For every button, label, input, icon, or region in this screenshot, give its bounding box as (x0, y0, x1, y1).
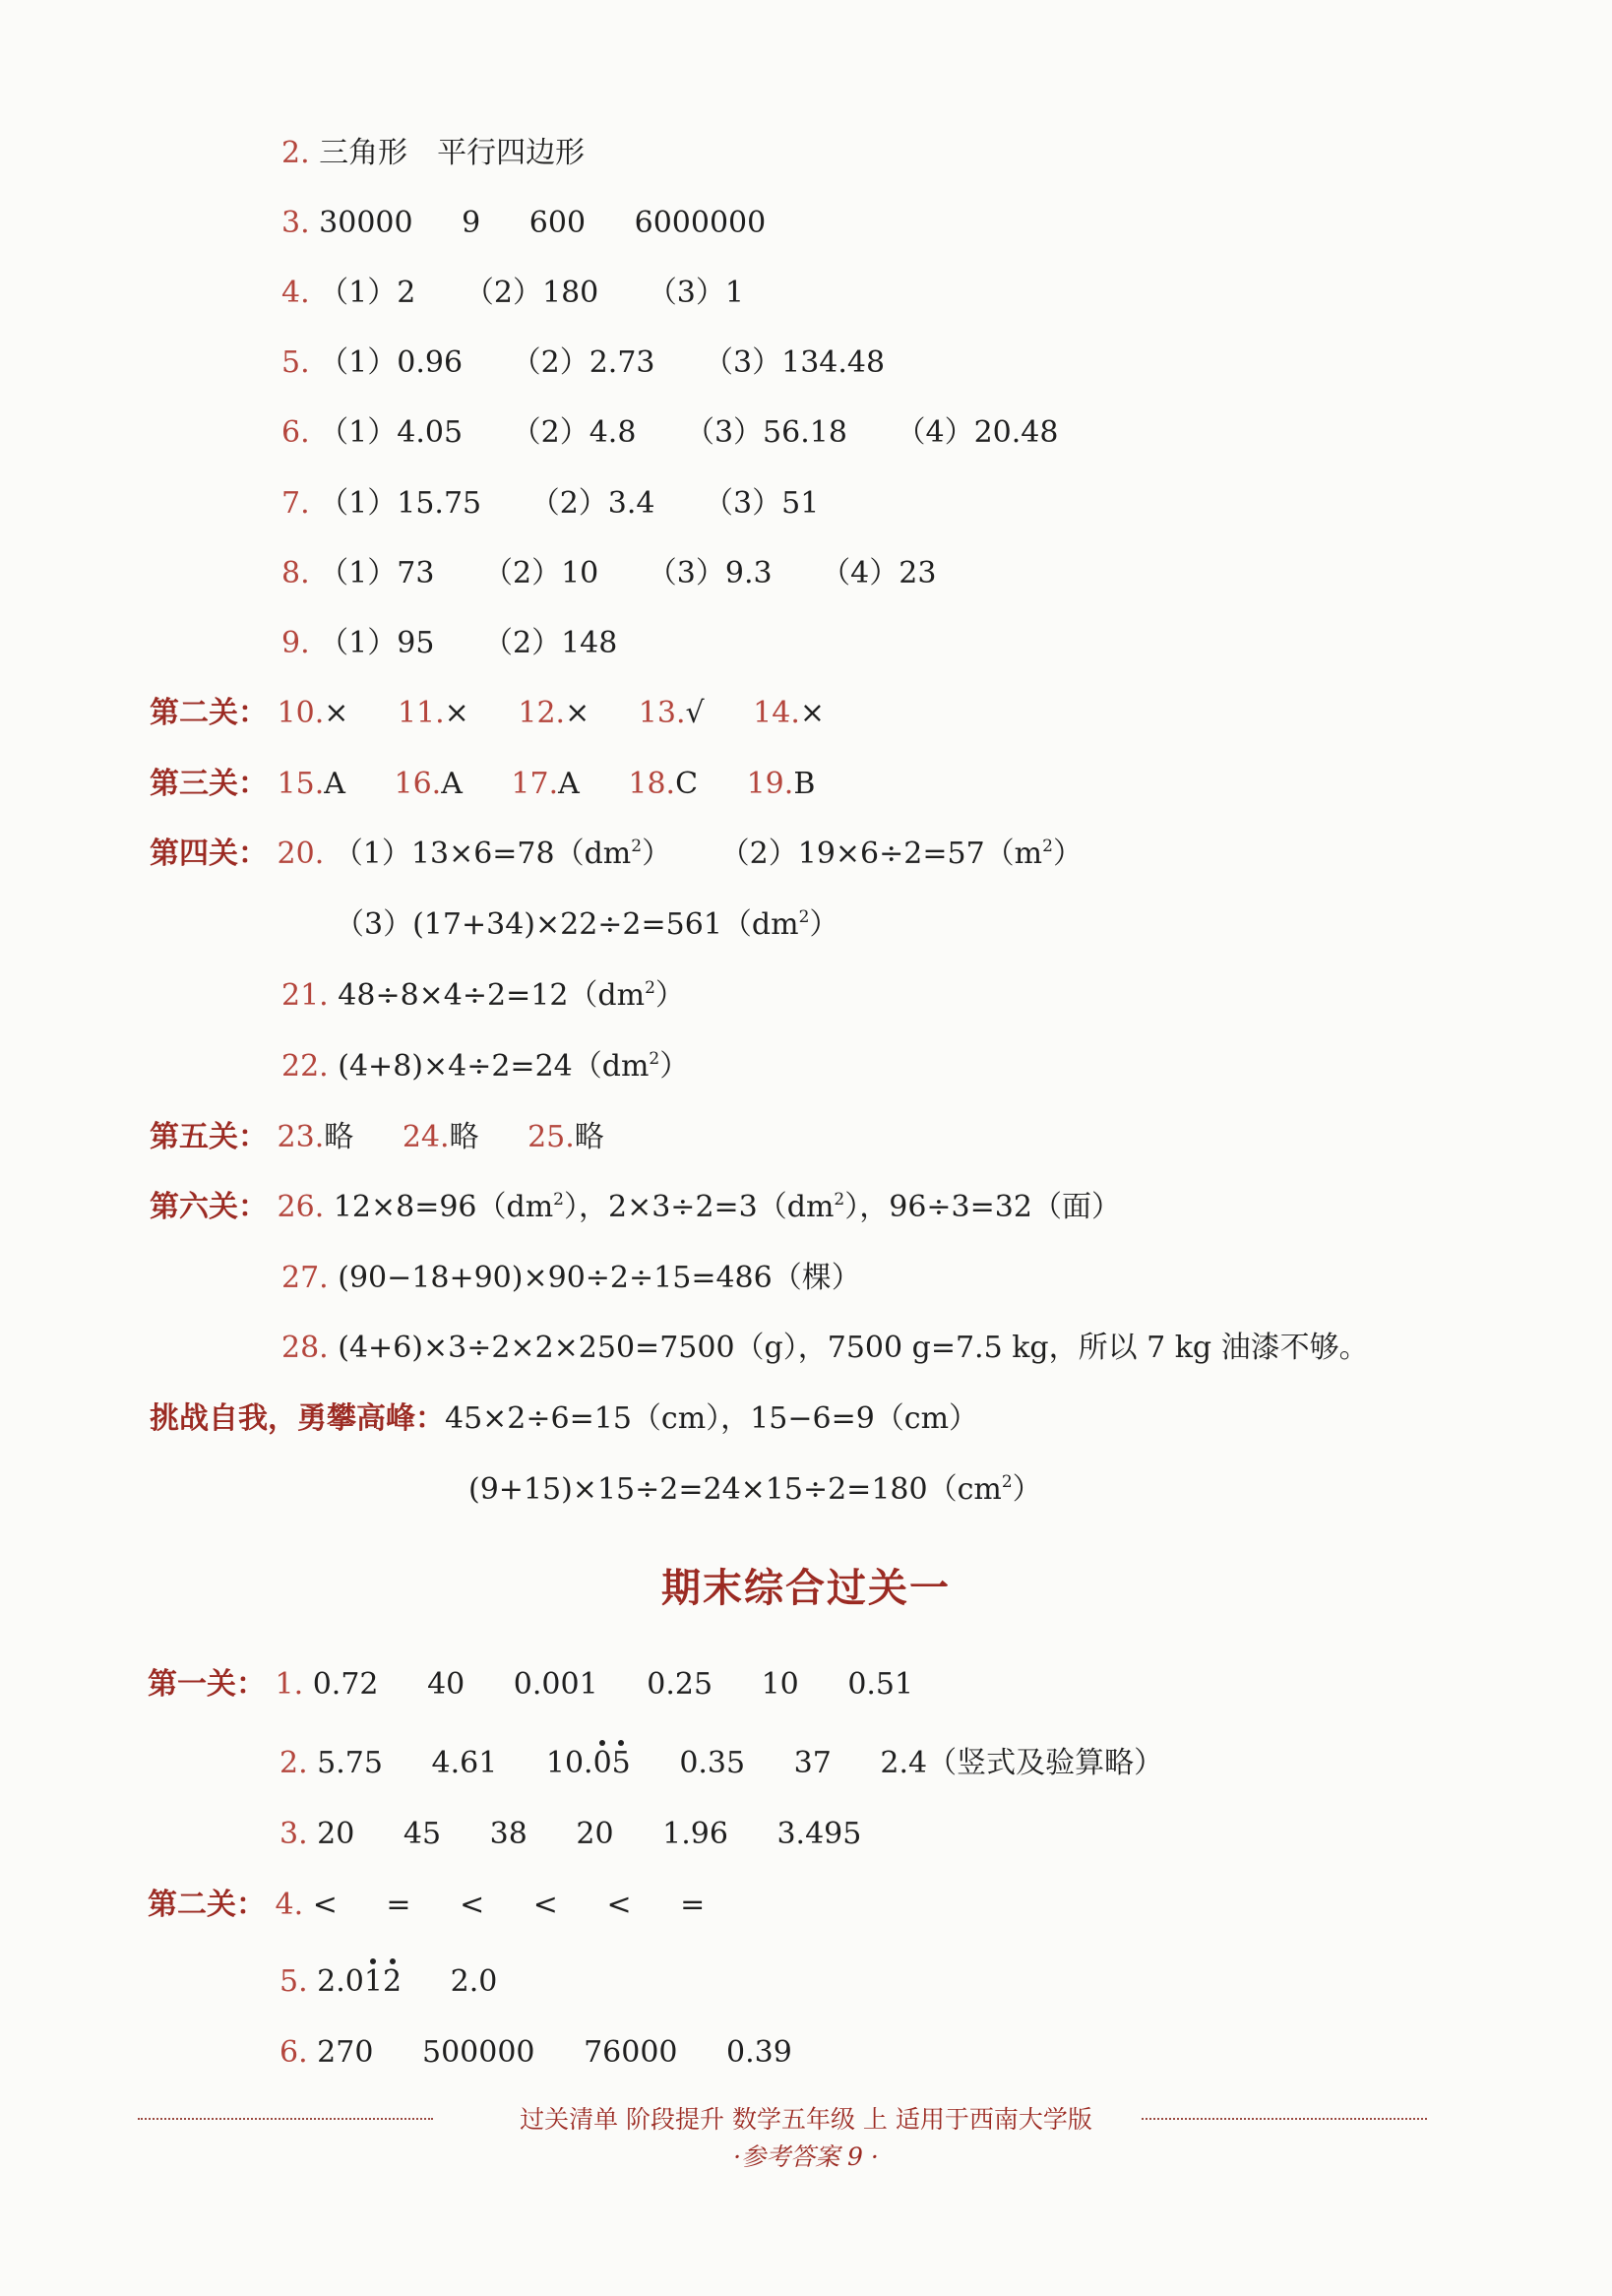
final-level-2-row-4: 第二关： 4. < = < < < = (148, 1888, 706, 1922)
repeating-dot: 5 (611, 1746, 631, 1780)
section-title: 期末综合过关一 (661, 1566, 951, 1611)
answer-line-final-5: 5. 2.012 2.0 (279, 1964, 498, 1999)
answer-line-8: 8. （1）73 （2）10 （3）9.3 （4）23 (281, 556, 937, 590)
challenge-row-2: $(9+15)\times 15\div 2=24\times 15\div 2=180(cm^2)$ (468, 1472, 1042, 1507)
answer-line-9: 9. （1）95 （2）148 (281, 626, 618, 660)
answer-line-final-2: 2. 5.75 4.61 10.05 0.35 37 2.4（竖式及验算略） (279, 1746, 1164, 1780)
answer-line-28: 28. (4+6)×3÷2×2×250=7500（g），7500 g=7.5 kg，所以 7 kg 油漆不够。 (281, 1331, 1369, 1365)
level-4-row-20: 第四关： 20. $(1)13\times 6=78(dm^2)$ $(2)19\times 6\div 2=57(m^2)$ (150, 837, 1083, 871)
level-5-row: 第五关： 23.略 24.略 25.略 (150, 1120, 604, 1154)
level-label: 第二关： (150, 696, 268, 730)
answer-line-6: 6. （1）4.05 （2）4.8 （3）56.18 （4）20.48 (281, 415, 1059, 450)
challenge-label: 挑战自我，勇攀高峰： (150, 1401, 445, 1436)
repeating-dot: 0 (592, 1746, 612, 1780)
answer-line-final-6: 6. 270 500000 76000 0.39 (279, 2035, 792, 2070)
answer-line-2: 2. 三角形 平行四边形 (281, 136, 586, 170)
challenge-row: 挑战自我，勇攀高峰：45×2÷6=15（cm），15−6=9（cm） (150, 1401, 979, 1436)
footer-book-title: 过关清单 阶段提升 数学五年级 上 适用于西南大学版 (520, 2105, 1092, 2134)
level-label: 第四关： (150, 837, 268, 871)
answer-line-20-3: $(3)(17+34)\times 22\div 2=561(dm^2)$ (335, 907, 839, 942)
repeating-dot: 2 (382, 1964, 403, 1999)
answer-line-27: 27. (90−18+90)×90÷2÷15=486（棵） (281, 1261, 861, 1295)
answer-line-final-3: 3. 20 45 38 20 1.96 3.495 (279, 1817, 862, 1851)
level-6-row-26: 第六关： 26. $12\times 8=96(dm^2)$，$2\times 3\div 2=3(dm^2)$，96÷3=32（面） (150, 1190, 1121, 1224)
repeating-dot: 1 (363, 1964, 383, 1999)
answer-line-3: 3. 30000 9 600 6000000 (281, 206, 767, 240)
level-label: 第六关： (150, 1190, 268, 1224)
level-label: 第五关： (150, 1120, 268, 1154)
page-number: ·参考答案 9 · (733, 2142, 879, 2171)
answer-line-21: 21. $48\div 8\times 4\div 2=12(dm^2)$ (281, 978, 685, 1013)
answer-line-22: 22. $(4+8)\times 4\div 2=24(dm^2)$ (281, 1049, 690, 1084)
answer-line-7: 7. （1）15.75 （2）3.4 （3）51 (281, 486, 820, 521)
level-label: 第三关： (150, 767, 268, 801)
level-label: 第一关： (148, 1667, 266, 1702)
level-label: 第二关： (148, 1888, 266, 1922)
answer-line-4: 4. （1）2 （2）180 （3）1 (281, 276, 744, 310)
answer-line-5: 5. （1）0.96 （2）2.73 （3）134.48 (281, 345, 886, 380)
level-3-row: 第三关： 15.A 16.A 17.A 18.C 19.B (150, 767, 816, 801)
level-2-row: 第二关： 10.× 11.× 12.× 13.√ 14.× (150, 696, 826, 730)
final-level-1-row-1: 第一关： 1. 0.72 40 0.001 0.25 10 0.51 (148, 1667, 914, 1702)
